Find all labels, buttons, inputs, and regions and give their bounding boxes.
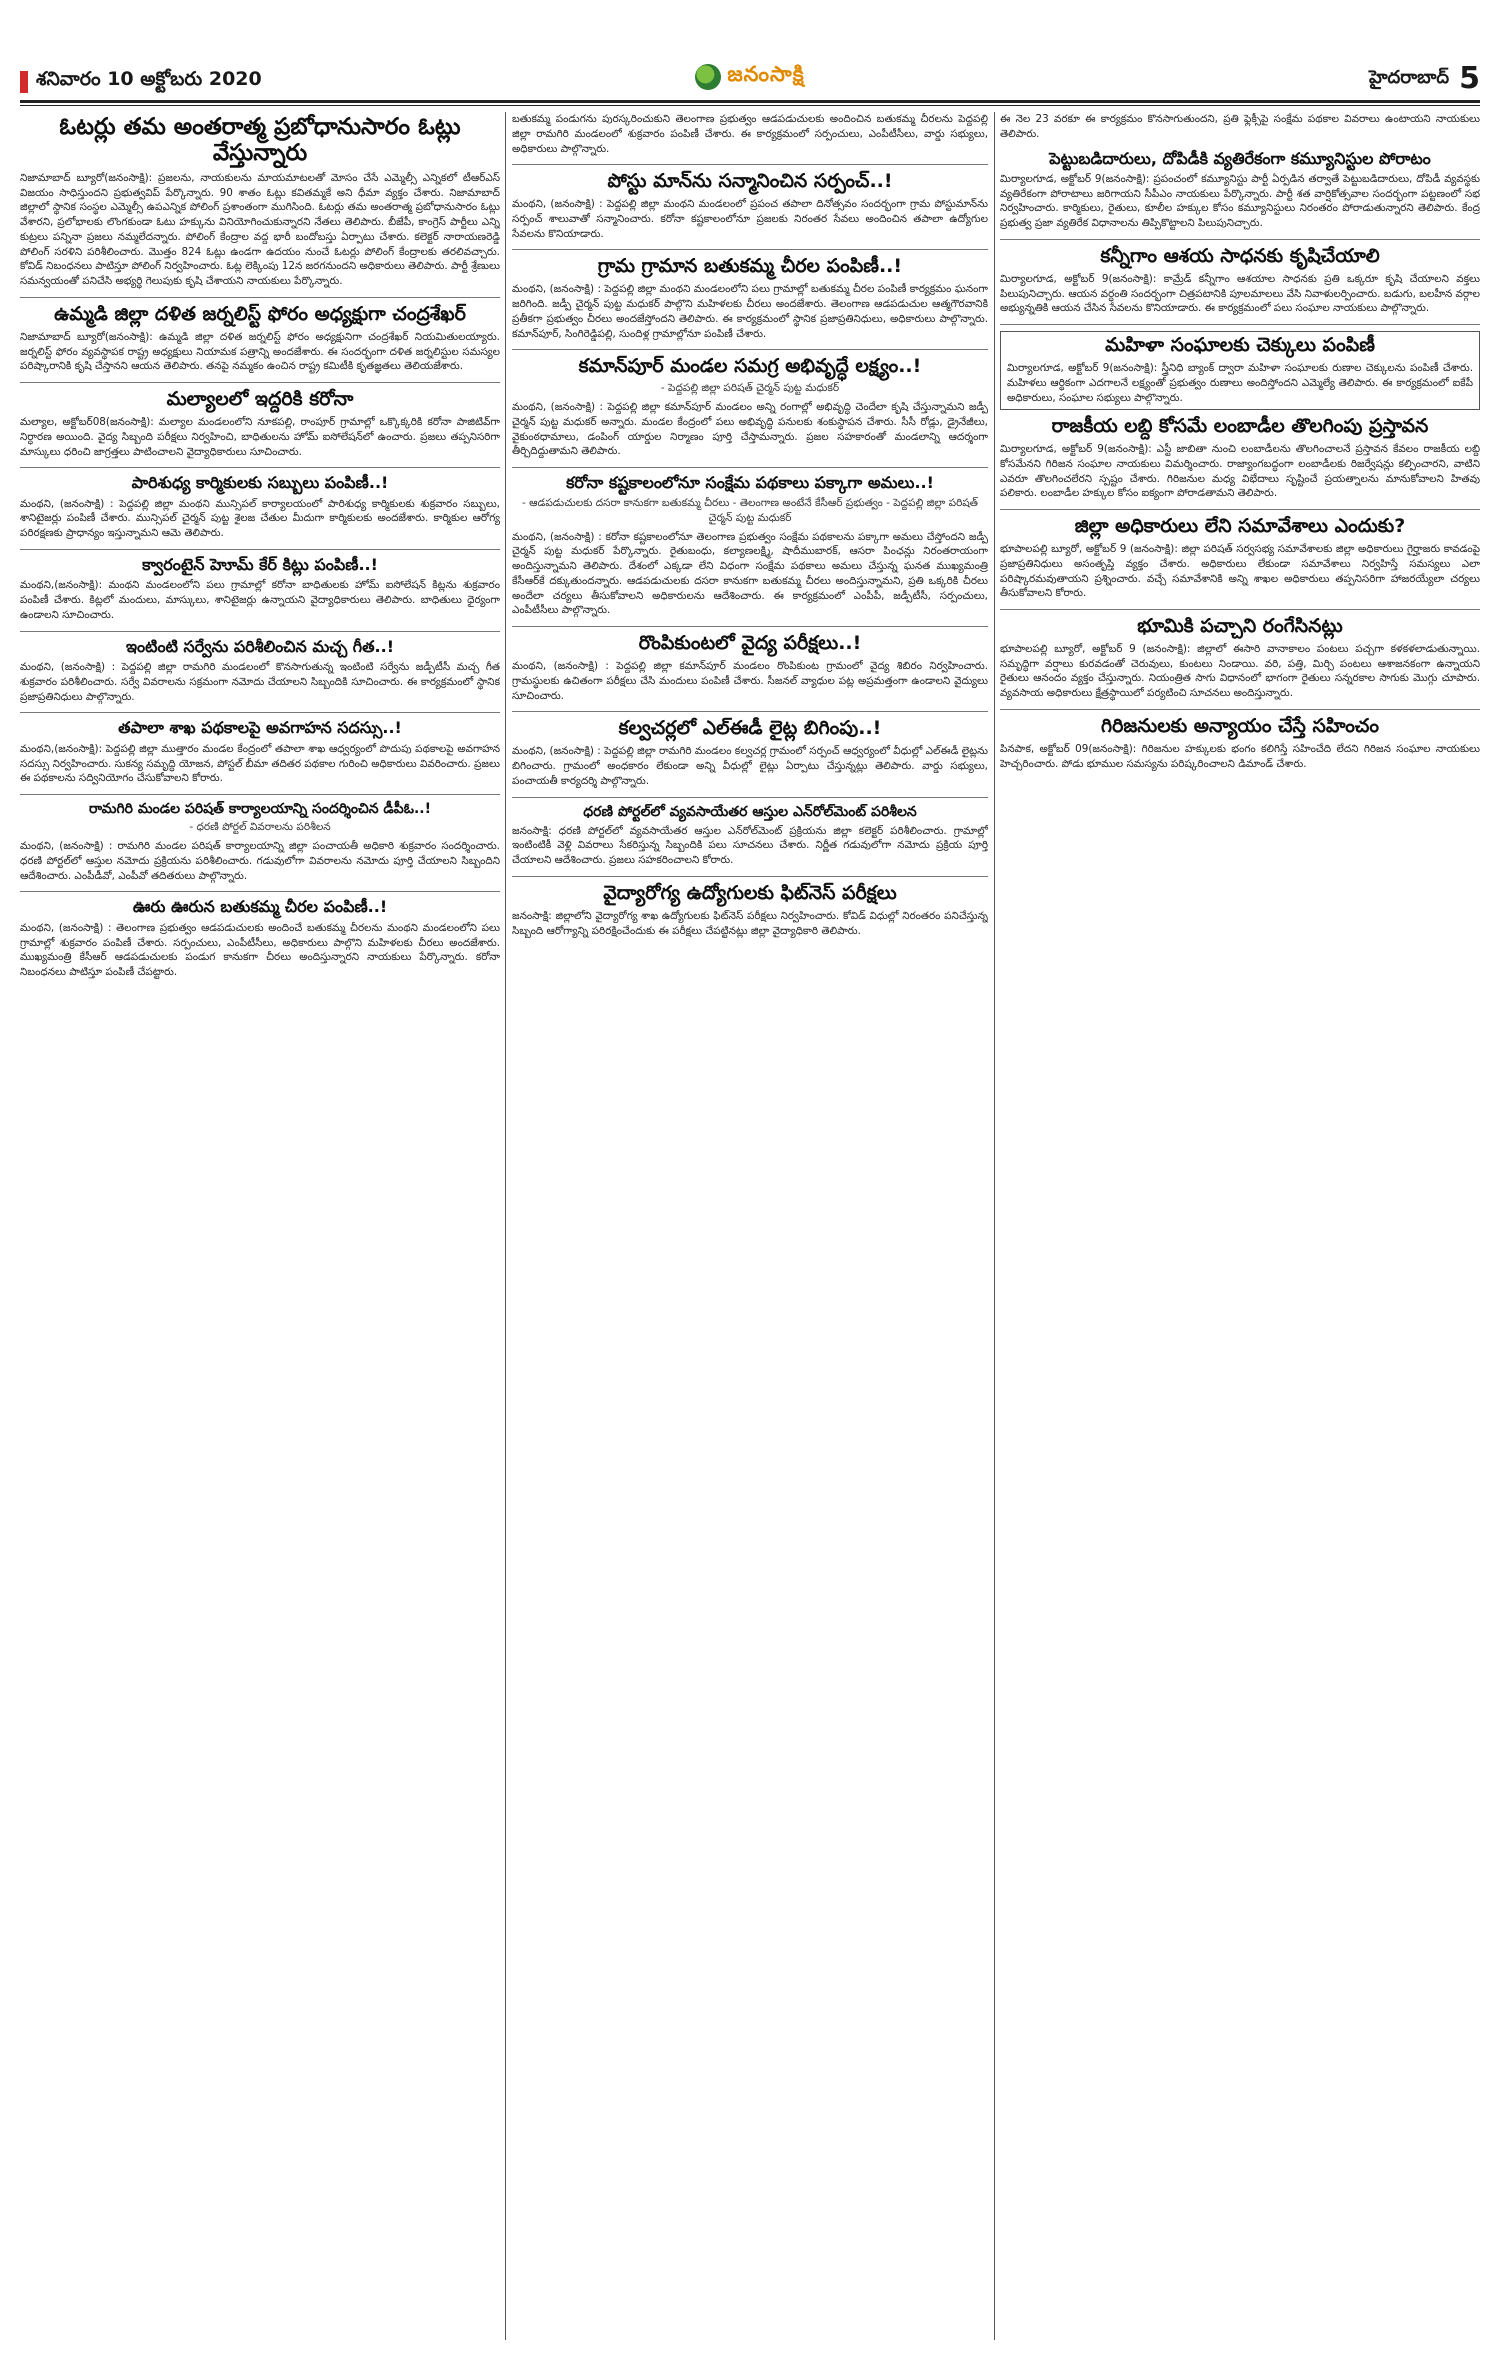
- story: [512, 256, 988, 341]
- story: [512, 883, 988, 938]
- story-divider: [1000, 239, 1480, 240]
- story-body: మంథని, (జనంసాక్షి) : పెద్దపల్లి జిల్లా రామగిరి మండలం కల్వచర్ల గ్రామంలో సర్పంచ్‌ ఆధ్వర్యంలో వీధుల్లో ఎల్‌ఈడీ లైట్లను బిగించారు. గ్రామంలో అంధకారం లేకుండా అన్ని వీధుల్లో లైట్లు ఏర్పాటు చేస్తున్నట్లు తెలిపారు. వార్డు సభ్యులు, పంచాయతీ కార్యదర్శి పాల్గొన్నారు.: [512, 745, 988, 787]
- masthead-right: [1368, 61, 1480, 96]
- story-divider: [1000, 609, 1480, 610]
- story: [20, 304, 500, 374]
- story-body: ఈ నెల 23 వరకూ ఈ కార్యక్రమం కొనసాగుతుందని, ప్రతి ఫ్లెక్సీపై సంక్షేమ పథకాల వివరాలు ఉంటాయని నాయకులు తెలిపారు.: [1000, 113, 1480, 140]
- story-body: మంథని, (జనంసాక్షి) : పెద్దపల్లి జిల్లా రామగిరి మండలంలో కొనసాగుతున్న ఇంటింటి సర్వేను జడ్పీటీసీ మచ్చ గీత శుక్రవారం పరిశీలించారు. సర్వే వివరాలను సక్రమంగా నమోదు చేయాలని సిబ్బందికి సూచించారు. ఈ కార్యక్రమంలో స్థానిక ప్రజాప్రతినిధులు పాల్గొన్నారు.: [20, 661, 500, 703]
- headline: రామగిరి మండల పరిషత్‌ కార్యాలయాన్ని సందర్శించిన డీపీఓ..!: [89, 801, 431, 818]
- story-body: మిర్యాలగూడ, అక్టోబర్‌ 9(జనంసాక్షి): ప్రపంచంలో కమ్యూనిస్టు పార్టీ ఏర్పడిన తర్వాతే పెట్టుబడిదారులు, దోపిడీ వ్యవస్థకు వ్యతిరేకంగా పోరాటాలు జరిగాయని సీపీఎం నాయకులు పేర్కొన్నారు. పార్టీ శత వార్షికోత్సవాల సందర్భంగా పట్టణంలో సభ నిర్వహించారు. కార్మికులు, రైతులు, కూలీల హక్కుల కోసం కమ్యూనిస్టులు నిరంతరం పోరాడుతున్నారని తెలిపారు. కేంద్ర ప్రభుత్వ ప్రజా వ్యతిరేక విధానాలను తిప్పికొట్టాలని పిలుపునిచ్చారు.: [1000, 172, 1480, 230]
- headline: మహిళా సంఘాలకు చెక్కులు పంపిణీ: [1105, 334, 1375, 357]
- headline: క్వారంటైన్‌ హెూమ్‌ కేర్‌ కిట్లు పంపిణీ..!: [142, 554, 378, 574]
- story: [512, 474, 988, 618]
- story: [512, 718, 988, 788]
- story-divider: [20, 467, 500, 468]
- story-body: మంథని,(జనంసాక్షి): పెద్దపల్లి జిల్లా ముత్తారం మండల కేంద్రంలో తపాలా శాఖ ఆధ్వర్యంలో పొదుపు పథకాలపై అవగాహన సదస్సు నిర్వహించారు. సుకన్య సమృద్ధి యోజన, పోస్టల్‌ బీమా తదితర పథకాల గురించి అధికారులు వివరించారు. ప్రజలు ఈ పథకాలను సద్వినియోగం చేసుకోవాలని కోరారు.: [20, 742, 500, 785]
- story: [20, 638, 500, 705]
- story-divider: [512, 876, 988, 877]
- issue-date: శనివారం 10 అక్టోబరు 2020: [36, 68, 262, 90]
- story-body: జనంసాక్షి: ధరణి పోర్టల్‌లో వ్యవసాయేతర ఆస్తుల ఎన్‌రోల్‌మెంట్‌ ప్రక్రియను జిల్లా కలెక్టర్‌ పరిశీలించారు. గ్రామాల్లో ఇంటింటికీ వెళ్లి వివరాలు సేకరిస్తున్న సిబ్బందికి పలు సూచనలు చేశారు. నిర్ణీత గడువులోగా నమోదు ప్రక్రియ పూర్తి చేయాలని ఆదేశించారు. ప్రజలు సహకరించాలని కోరారు.: [512, 824, 988, 867]
- headline: కన్నీగాం ఆశయ సాధనకు కృషిచేయాలి: [1100, 244, 1380, 267]
- headline: ధరణి పోర్టల్‌లో వ్యవసాయేతర ఆస్తుల ఎన్‌రోల్‌మెంట్‌ పరిశీలన: [583, 803, 917, 820]
- headline: కమాన్‌పూర్‌ మండల సమగ్ర అభివృద్ధే లక్ష్యం..!: [578, 355, 922, 378]
- story-divider: [20, 631, 500, 632]
- headline: పెట్టుబడిదారులు, దోపిడీకి వ్యతిరేకంగా కమ్యూనిస్టుల పోరాటం: [1049, 148, 1431, 168]
- story-divider: [512, 249, 988, 250]
- column-divider: [994, 112, 995, 2340]
- story-kicker: - ధరణి పోర్టల్‌ వివరాలను పరిశీలన: [189, 821, 331, 834]
- story: [1000, 416, 1480, 501]
- headline: భూమికి పచ్చాని రంగేసినట్లు: [1137, 615, 1343, 638]
- story: [20, 389, 500, 459]
- masthead-rule-thin: [20, 105, 1480, 106]
- story-divider: [512, 467, 988, 468]
- story-divider: [20, 712, 500, 713]
- story-body: మంథని,(జనంసాక్షి): మంథని మండలంలోని పలు గ్రామాల్లో కరోనా బాధితులకు హోమ్‌ ఐసోలేషన్‌ కిట్లను శుక్రవారం పంపిణీ చేశారు. కిట్లలో మందులు, మాస్కులు, శానిటైజర్లు ఉన్నాయని వైద్యాధికారులు తెలిపారు. బాధితులు ధైర్యంగా ఉండాలని సూచించారు.: [20, 579, 500, 621]
- story-continuation: [512, 112, 988, 156]
- masthead-rule: [20, 100, 1480, 103]
- story-continuation: [1000, 112, 1480, 142]
- story: [20, 114, 500, 289]
- story-divider: [1000, 324, 1480, 325]
- story-divider: [20, 297, 500, 298]
- story-divider: [20, 891, 500, 892]
- headline: మల్యాలలో ఇద్దరికి కరోనా: [166, 388, 354, 411]
- masthead: [20, 62, 1480, 96]
- column-divider: [505, 112, 506, 2340]
- brand-logo: [695, 62, 804, 92]
- story-divider: [512, 164, 988, 165]
- headline: జిల్లా అధికారులు లేని సమావేశాలు ఎందుకు?: [1074, 515, 1406, 538]
- headline: ఊరు ఊరున బతుకమ్మ చీరల పంపిణీ..!: [132, 897, 388, 917]
- story: [1000, 716, 1480, 771]
- story-body: పినపాక, అక్టోబర్‌ 09(జనంసాక్షి): గిరిజనుల హక్కులకు భంగం కలిగిస్తే సహించేది లేదని గిరిజన సంఘాల నాయకులు హెచ్చరించారు. పోడు భూముల సమస్యను పరిష్కరించాలని డిమాండ్‌ చేశారు.: [1000, 742, 1480, 770]
- story-divider: [512, 711, 988, 712]
- headline: రాజకీయ లబ్ది కోసమే లంబాడీల తొలగింపు ప్రస్తావన: [1051, 415, 1429, 438]
- story-kicker: - పెద్దపల్లి జిల్లా పరిషత్‌ చైర్మన్‌ పుట్ట మధుకర్‌: [660, 382, 840, 395]
- story-body: జనంసాక్షి: జిల్లాలోని వైద్యారోగ్య శాఖ ఉద్యోగులకు ఫిట్‌నెస్‌ పరీక్షలు నిర్వహించారు. కోవిడ్‌ విధుల్లో నిరంతరం పనిచేస్తున్న సిబ్బంది ఆరోగ్యాన్ని పరిరక్షించేందుకు ఈ పరీక్షలు చేపట్టినట్లు జిల్లా వైద్యాధికారి తెలిపారు.: [512, 909, 988, 937]
- column-2: [512, 112, 988, 2340]
- headline: ఇంటింటి సర్వేను పరిశీలించిన మచ్చ గీత..!: [125, 636, 395, 656]
- headline: పోస్టు మాన్‌ను సన్మానించిన సర్పంచ్‌..!: [607, 170, 893, 193]
- column-1: [20, 112, 500, 2340]
- headline: కల్వచర్లలో ఎల్‌ఈడీ లైట్ల బిగింపు..!: [618, 717, 882, 740]
- story: [1000, 246, 1480, 316]
- story-body: మంథని, (జనంసాక్షి) : తెలంగాణ ప్రభుత్వం ఆడపడుచులకు అందించే బతుకమ్మ చీరలను మంథని మండలంలోని పలు గ్రామాల్లో శుక్రవారం పంపిణీ చేశారు. సర్పంచులు, ఎంపీటీసీలు, అధికారులు పాల్గొని మహిళలకు చీరలు అందజేశారు. ముఖ్యమంత్రి కేసీఆర్‌ ఆడపడుచులకు పండుగ కానుకగా చీరలు అందిస్తున్నారని నాయకులు పేర్కొన్నారు. కరోనా నిబంధనలు పాటిస్తూ పంపిణీ చేపట్టారు.: [20, 921, 500, 979]
- story-divider: [1000, 509, 1480, 510]
- story-body: నిజామాబాద్‌ బ్యూరో(జనంసాక్షి): ప్రజలను, నాయకులను మాయమాటలతో మోసం చేసే ఎమ్మెల్సీ ఎన్నికలో టీఆర్ఎస్ విజయం సాధిస్తుందని ప్రభుత్వవిప్ పేర్కొన్నారు. 90 శాతం ఓట్లు కవితమ్మకే అని ధీమా వ్యక్తం చేశారు. నిజామాబాద్‌ జిల్లాలో స్థానిక సంస్థల ఎమ్మెల్సీ ఉపఎన్నిక పోలింగ్‌ ప్రశాంతంగా ముగిసింది. ఓటర్లు తమ అంతరాత్మ ప్రబోధానుసారం ఓట్లు వేశారని, ప్రలోభాలకు లొంగకుండా ఓటు హక్కును వినియోగించుకున్నారని నేతలు తెలిపారు. బీజేపీ, కాంగ్రెస్ పార్టీలు ఎన్ని కుట్రలు పన్నినా ప్రజలు నమ్మలేదన్నారు. పోలింగ్ కేంద్రాల వద్ద భారీ బందోబస్తు ఏర్పాటు చేశారు. కలెక్టర్‌ నారాయణరెడ్డి పోలింగ్ సరళిని పరిశీలించారు. మొత్తం 824 ఓట్లు ఉండగా ఉదయం నుంచే ఓటర్లు పోలింగ్ కేంద్రాలకు తరలివచ్చారు. కోవిడ్‌ నిబంధనలు పాటిస్తూ పోలింగ్‌ నిర్వహించారు. ఓట్ల లెక్కింపు 12న జరగనుందని అధికారులు తెలిపారు. పార్టీ శ్రేణులు సమన్వయంతో పనిచేసి అభ్యర్థి గెలుపుకు కృషి చేశాయని నాయకులు పేర్కొన్నారు.: [20, 171, 500, 288]
- headline: గ్రామ గ్రామాన బతుకమ్మ చీరల పంపిణీ..!: [597, 255, 903, 278]
- story: [20, 719, 500, 786]
- story-body: మిర్యాలగూడ, అక్టోబర్‌ 9(జనంసాక్షి): ఎస్టీ జాబితా నుంచి లంబాడీలను తొలగించాలనే ప్రస్తావన కేవలం రాజకీయ లబ్ది కోసమేనని గిరిజన సంఘాల నాయకులు విమర్శించారు. రాజ్యాంగబద్ధంగా లంబాడీలకు రిజర్వేషన్లు కల్పించారని, వాటిని ఎవరూ తొలగించలేరని స్పష్టం చేశారు. గిరిజనుల మధ్య విభేదాలు సృష్టించే ప్రయత్నాలను మానుకోవాలని హితవు పలికారు. లంబాడీల హక్కుల కోసం ఐక్యంగా పోరాడతామని తెలిపారు.: [1000, 443, 1480, 500]
- story-divider: [512, 349, 988, 350]
- story-body: మంథని, (జనంసాక్షి) : పెద్దపల్లి జిల్లా మంథని మండలంలోని పలు గ్రామాల్లో బతుకమ్మ చీరల పంపిణీ కార్యక్రమం ఘనంగా జరిగింది. జడ్పీ చైర్మన్‌ పుట్ట మధుకర్‌ పాల్గొని మహిళలకు చీరలు అందజేశారు. తెలంగాణ ఆడపడుచుల ఆత్మగౌరవానికి ప్రతీకగా ప్రభుత్వం చీరలు అందజేస్తోందని తెలిపారు. ఈ కార్యక్రమంలో స్థానిక ప్రజాప్రతినిధులు, అధికారులు పాల్గొన్నారు. కమాన్‌పూర్‌, సింగిరెడ్డిపల్లి, సుందిళ్ల గ్రామాల్లోనూ పంపిణీ చేశారు.: [512, 283, 988, 340]
- brand-name: జనంసాక్షి: [727, 62, 805, 86]
- story-body: మిర్యాలగూడ, అక్టోబర్‌ 9(జనంసాక్షి): స్త్రీనిధి బ్యాంక్‌ ద్వారా మహిళా సంఘాలకు రుణాల చెక్కులను పంపిణీ చేశారు. మహిళలు ఆర్థికంగా ఎదగాలనే లక్ష్యంతో ప్రభుత్వం రుణాలు అందిస్తోందని ఎమ్మెల్యే తెలిపారు. ఈ కార్యక్రమంలో ఐకేపీ అధికారులు, సంఘాల సభ్యులు పాల్గొన్నారు.: [1007, 361, 1473, 404]
- edition-city: హైదరాబాద్: [1368, 66, 1450, 88]
- column-3: [1000, 112, 1480, 2340]
- headline: గిరిజనులకు అన్యాయం చేస్తే సహించం: [1101, 714, 1379, 737]
- story-body: నిజామాబాద్‌ బ్యూరో(జనంసాక్షి): ఉమ్మడి జిల్లా దళిత జర్నలిస్ట్‌ ఫోరం అధ్యక్షునిగా చంద్రశేఖర్‌ నియమితులయ్యారు. జర్నలిస్ట్‌ ఫోరం వ్యవస్థాపక రాష్ట్ర అధ్యక్షులు నియామక పత్రాన్ని అందజేశారు. ఈ సందర్భంగా దళిత జర్నలిస్టుల సమస్యల పరిష్కారానికి కృషి చేస్తానని ఆయన తెలిపారు. తనపై నమ్మకం ఉంచిన రాష్ట్ర కమిటీకి కృతజ్ఞతలు తెలియజేశారు.: [20, 330, 500, 373]
- story: [1000, 516, 1480, 601]
- headline: వైద్యారోగ్య ఉద్యోగులకు ఫిట్‌నెస్‌ పరీక్షలు: [603, 881, 897, 904]
- story-body: మంథని, (జనంసాక్షి) : కరోనా కష్టకాలంలోనూ తెలంగాణ ప్రభుత్వం సంక్షేమ పథకాలను పక్కాగా అమలు చేస్తోందని జడ్పీ చైర్మన్‌ పుట్ట మధుకర్‌ పేర్కొన్నారు. రైతుబంధు, కల్యాణలక్ష్మి, షాదీముబారక్‌, ఆసరా పింఛన్లు నిరంతరాయంగా అందిస్తున్నామని తెలిపారు. దేశంలో ఎక్కడా లేని విధంగా సంక్షేమ పథకాలు అమలు చేస్తున్న ఘనత ముఖ్యమంత్రి కేసీఆర్‌కే దక్కుతుందన్నారు. ఆడపడుచులకు దసరా కానుకగా బతుకమ్మ చీరలు అందిస్తున్నామని, ప్రతి ఒక్కరికి చీరలు అందేలా చర్యలు తీసుకోవాలని అధికారులను ఆదేశించారు. ఈ కార్యక్రమంలో ఎంపీపీ, జడ్పీటీసీ, సర్పంచులు, ఎంపీటీసీలు పాల్గొన్నారు.: [512, 530, 988, 617]
- masthead-left: [20, 68, 262, 95]
- headline: ఓటర్లు తమ అంతరాత్మ ప్రబోధానుసారం ఓట్లు వేస్తున్నారు: [59, 114, 461, 167]
- story-body: భూపాలపల్లి బ్యూరో, అక్టోబర్‌ 9 (జనంసాక్షి): జిల్లా పరిషత్‌ సర్వసభ్య సమావేశాలకు జిల్లా అధికారులు గైర్హాజరు కావడంపై ప్రజాప్రతినిధులు అసంతృప్తి వ్యక్తం చేశారు. అధికారులు లేకుండా సమావేశాలు నిర్వహిస్తే సమస్యలు ఎలా పరిష్కారమవుతాయని ప్రశ్నించారు. వచ్చే సమావేశానికి అన్ని శాఖల అధికారులు తప్పనిసరిగా హాజరయ్యేలా చర్యలు తీసుకోవాలని కోరారు.: [1000, 543, 1480, 600]
- story-body: మంథని, (జనంసాక్షి) : పెద్దపల్లి జిల్లా మంథని మున్సిపల్‌ కార్యాలయంలో పారిశుధ్య కార్మికులకు శుక్రవారం సబ్బులు, శానిటైజర్లు పంపిణీ చేశారు. మున్సిపల్‌ చైర్మన్‌ పుట్ట శైలజ చేతుల మీదుగా కార్మికులకు అందజేశారు. కార్మికుల ఆరోగ్య పరిరక్షణకు ప్రాధాన్యం ఇస్తున్నామని ఆమె తెలిపారు.: [20, 497, 500, 540]
- story-body: బతుకమ్మ పండుగను పురస్కరించుకుని తెలంగాణ ప్రభుత్వం ఆడపడుచులకు అందించిన బతుకమ్మ చీరలను పెద్దపల్లి జిల్లా రామగిరి మండలంలో శుక్రవారం పంపిణీ చేశారు. ఈ కార్యక్రమంలో సర్పంచులు, ఎంపీటీసీలు, వార్డు సభ్యులు, అధికారులు పాల్గొన్నారు.: [512, 113, 988, 155]
- story: [20, 474, 500, 541]
- headline: కరోనా కష్టకాలంలోనూ సంక్షేమ పథకాలు పక్కాగా అమలు..!: [566, 473, 934, 493]
- story-kicker: - ఆడపడుచులకు దసరా కానుకగా బతుకమ్మ చీరలు - తెలంగాణ అంటేనే కేసీఆర్‌ ప్రభుత్వం - పెద్దపల్లి జిల్లా పరిషత్‌ చైర్మన్‌ పుట్ట మధుకర్‌: [522, 496, 978, 524]
- story-divider: [20, 382, 500, 383]
- story-body: మంథని, (జనంసాక్షి) : రామగిరి మండల పరిషత్‌ కార్యాలయాన్ని జిల్లా పంచాయతీ అధికారి శుక్రవారం సందర్శించారు. ధరణి పోర్టల్‌లో ఆస్తుల నమోదు ప్రక్రియను పరిశీలించారు. గడువులోగా వివరాలను నమోదు పూర్తి చేయాలని సిబ్బందిని ఆదేశించారు. ఎంపీడీవో, ఎంపీవో తదితరులు పాల్గొన్నారు.: [20, 840, 500, 882]
- story-body: భూపాలపల్లి బ్యూరో, అక్టోబర్‌ 9 (జనంసాక్షి): జిల్లాలో ఈసారి వానాకాలం పంటలు పచ్చగా కళకళలాడుతున్నాయి. సమృద్ధిగా వర్షాలు కురవడంతో చెరువులు, కుంటలు నిండాయి. వరి, పత్తి, మిర్చి పంటలు ఆశాజనకంగా ఉన్నాయని రైతులు ఆనందం వ్యక్తం చేస్తున్నారు. నియంత్రిత సాగు విధానంలో భాగంగా రైతులు సన్నరకాల సాగుకు మొగ్గు చూపారు. వ్యవసాయ అధికారులు క్షేత్రస్థాయిలో పర్యటించి సూచనలు అందిస్తున్నారు.: [1000, 642, 1480, 700]
- story: [512, 633, 988, 703]
- story: [1000, 616, 1480, 701]
- story: [1000, 150, 1480, 231]
- story-body: మంథని, (జనంసాక్షి) : పెద్దపల్లి జిల్లా కమాన్‌పూర్‌ మండలం అన్ని రంగాల్లో అభివృద్ధి చెందేలా కృషి చేస్తున్నామని జడ్పీ చైర్మన్‌ పుట్ట మధుకర్‌ అన్నారు. మండల కేంద్రంలో పలు అభివృద్ధి పనులకు శంకుస్థాపన చేశారు. సీసీ రోడ్లు, డ్రైనేజీలు, వైకుంఠధామాలు, డంపింగ్‌ యార్డుల నిర్మాణం పూర్తి చేస్తామన్నారు. ప్రజల సహకారంతో మండలాన్ని ఆదర్శంగా తీర్చిదిద్దుతామని తెలిపారు.: [512, 401, 988, 458]
- story-body: మంథని, (జనంసాక్షి) : పెద్దపల్లి జిల్లా కమాన్‌పూర్‌ మండలం రొంపికుంట గ్రామంలో వైద్య శిబిరం నిర్వహించారు. గ్రామస్థులకు ఉచితంగా పరీక్షలు చేసి మందులు పంపిణీ చేశారు. సీజనల్‌ వ్యాధుల పట్ల అప్రమత్తంగా ఉండాలని వైద్యులు సూచించారు.: [512, 660, 988, 702]
- story-divider: [1000, 709, 1480, 710]
- story: [512, 171, 988, 241]
- story-divider: [512, 797, 988, 798]
- headline: ఉమ్మడి జిల్లా దళిత జర్నలిస్ట్‌ ఫోరం అధ్యక్షుగా చంద్రశేఖర్‌: [54, 303, 466, 325]
- story-body: మంథని, (జనంసాక్షి) : పెద్దపల్లి జిల్లా మంథని మండలంలో ప్రపంచ తపాలా దినోత్సవం సందర్భంగా గ్రామ పోస్టుమాన్‌ను సర్పంచ్‌ శాలువాతో సన్మానించారు. కరోనా కష్టకాలంలోనూ ప్రజలకు నిరంతర సేవలు అందించిన తపాలా ఉద్యోగుల సేవలను కొనియాడారు.: [512, 198, 988, 240]
- story: [20, 801, 500, 883]
- headline: రొంపికుంటలో వైద్య పరీక్షలు..!: [638, 632, 862, 655]
- story: [20, 898, 500, 979]
- headline: తపాలా శాఖ పథకాలపై అవగాహన సదస్సు..!: [118, 718, 402, 738]
- masthead-logo: [640, 62, 860, 94]
- story-divider: [512, 626, 988, 627]
- story-body: మిర్యాలగూడ, అక్టోబర్‌ 9(జనంసాక్షి): కామ్రేడ్‌ కన్నీగాం ఆశయాల సాధనకు ప్రతి ఒక్కరూ కృషి చేయాలని వక్తలు పిలుపునిచ్చారు. ఆయన వర్ధంతి సందర్భంగా చిత్రపటానికి పూలమాలలు వేసి నివాళులర్పించారు. బడుగు, బలహీన వర్గాల అభ్యున్నతికి ఆయన చేసిన సేవలను కొనియాడారు. ఈ కార్యక్రమంలో పలు సంఘాల నాయకులు పాల్గొన్నారు.: [1000, 272, 1480, 315]
- story: [512, 804, 988, 868]
- folio-marker: [20, 71, 28, 93]
- story-divider: [20, 549, 500, 550]
- story-divider: [20, 794, 500, 795]
- page-number: 5: [1459, 61, 1480, 96]
- headline: పారిశుధ్య కార్మికులకు సబ్బులు పంపిణీ..!: [131, 473, 389, 493]
- story: [512, 356, 988, 459]
- logo-emblem-icon: [695, 64, 721, 90]
- story: [1000, 331, 1480, 410]
- story-body: మల్యాల, అక్టోబర్‌08(జనంసాక్షి): మల్యాల మండలంలోని నూకపల్లి, రాంపూర్‌ గ్రామాల్లో ఒక్కొక్కరికి కరోనా పాజిటివ్‌గా నిర్ధారణ అయింది. వైద్య సిబ్బంది పరీక్షలు నిర్వహించి, బాధితులను హోమ్‌ ఐసోలేషన్‌లో ఉంచారు. ప్రజలు తప్పనిసరిగా మాస్కులు ధరించి జాగ్రత్తలు పాటించాలని వైద్యాధికారులు సూచించారు.: [20, 415, 500, 458]
- story: [20, 556, 500, 623]
